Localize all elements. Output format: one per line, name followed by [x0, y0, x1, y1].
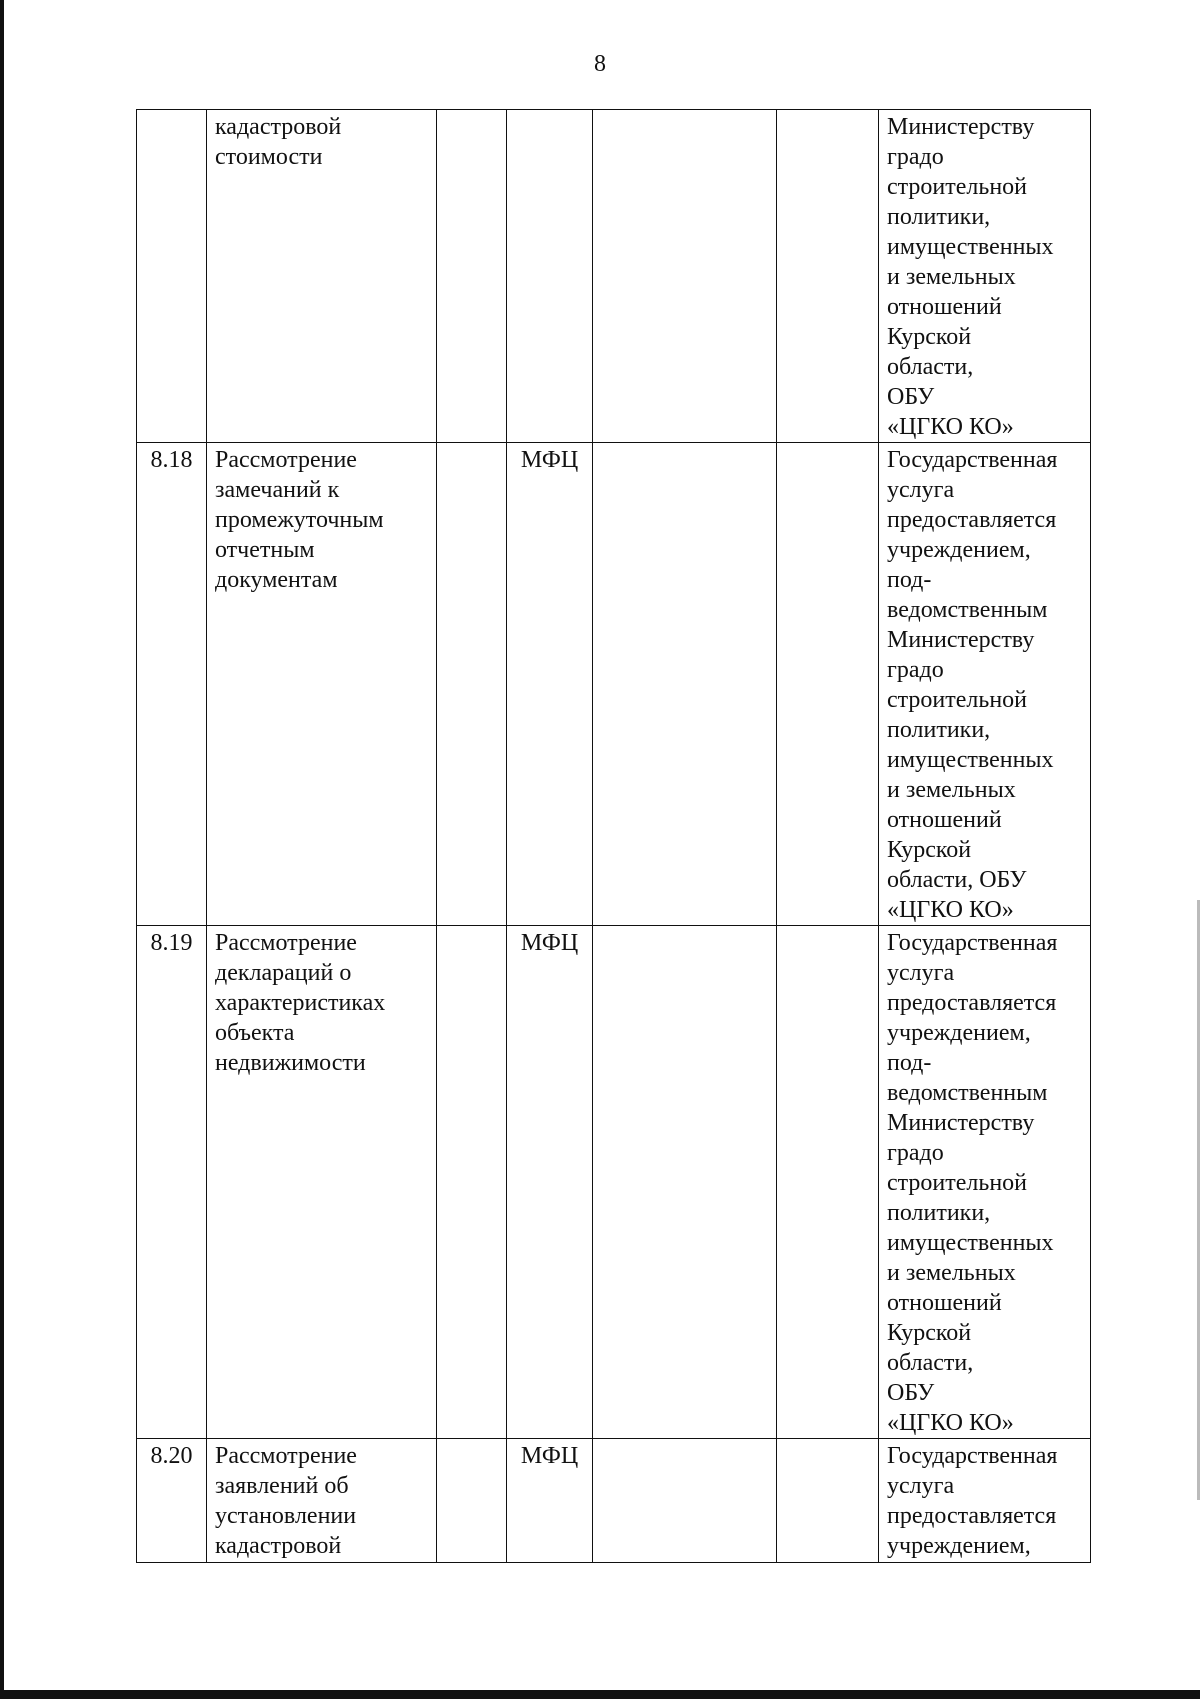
empty-cell-a — [437, 1439, 507, 1563]
note-cell — [879, 926, 1091, 1439]
note-line: учреждением, — [887, 537, 1031, 563]
note-line: области, ОБУ — [887, 867, 1027, 893]
page-number: 8 — [594, 51, 606, 77]
service-name-line: установлении — [215, 1503, 357, 1529]
service-name-line: промежуточным — [215, 507, 384, 533]
row-number-cell — [137, 926, 207, 1439]
note-line: «ЦГКО КО» — [887, 414, 1014, 440]
empty-cell-c — [777, 1439, 879, 1563]
table-row — [137, 110, 1091, 443]
note-line: ведомственным — [887, 597, 1048, 623]
service-name-line: замечаний к — [215, 477, 340, 503]
note-line: и земельных — [887, 777, 1016, 803]
empty-cell-c — [777, 926, 879, 1439]
service-name-line: заявлений об — [215, 1473, 349, 1499]
service-name-line: отчетным — [215, 537, 315, 563]
row-number-cell — [137, 110, 207, 443]
note-line: ведомственным — [887, 1080, 1048, 1106]
scan-edge-left — [0, 0, 4, 1699]
service-name-line: стоимости — [215, 144, 323, 170]
service-name-line: Рассмотрение — [215, 930, 357, 956]
note-line: услуга — [887, 1473, 955, 1499]
services-table-wrap — [136, 109, 1090, 1563]
row-number: 8.20 — [150, 1443, 193, 1469]
note-line: предоставляется — [887, 507, 1057, 533]
table-row — [137, 443, 1091, 926]
note-line: политики, — [887, 717, 991, 743]
note-cell — [879, 1439, 1091, 1563]
service-name-cell — [207, 110, 437, 443]
scan-edge-bottom — [0, 1690, 1200, 1699]
note-line: строительной — [887, 1170, 1028, 1196]
provider-cell — [507, 1439, 593, 1563]
note-line: градо — [887, 1140, 944, 1166]
note-line: отношений — [887, 807, 1002, 833]
note-line: ОБУ — [887, 384, 935, 410]
note-line: «ЦГКО КО» — [887, 897, 1014, 923]
note-cell — [879, 443, 1091, 926]
service-name-line: кадастровой — [215, 114, 342, 140]
note-line: под- — [887, 1050, 932, 1076]
note-line: и земельных — [887, 1260, 1016, 1286]
service-name-cell — [207, 926, 437, 1439]
note-line: отношений — [887, 294, 1002, 320]
note-line: под- — [887, 567, 932, 593]
service-name-line: Рассмотрение — [215, 1443, 357, 1469]
service-name-line: Рассмотрение — [215, 447, 357, 473]
note-line: Курской — [887, 1320, 972, 1346]
provider-label: МФЦ — [520, 1443, 579, 1469]
services-table — [136, 109, 1091, 1563]
table-body — [137, 110, 1091, 1563]
note-line: Курской — [887, 324, 972, 350]
note-line: и земельных — [887, 264, 1016, 290]
row-number-cell — [137, 1439, 207, 1563]
note-line: политики, — [887, 204, 991, 230]
note-line: градо — [887, 144, 944, 170]
provider-label: МФЦ — [520, 930, 579, 956]
provider-cell — [507, 110, 593, 443]
note-cell — [879, 110, 1091, 443]
service-name-cell — [207, 1439, 437, 1563]
note-line: предоставляется — [887, 1503, 1057, 1529]
note-line: имущественных — [887, 1230, 1054, 1256]
service-name-line: деклараций о — [215, 960, 352, 986]
service-name-line: кадастровой — [215, 1533, 342, 1559]
note-line: услуга — [887, 477, 955, 503]
note-line: «ЦГКО КО» — [887, 1410, 1014, 1436]
service-name-line: документам — [215, 567, 338, 593]
note-line: предоставляется — [887, 990, 1057, 1016]
provider-label: МФЦ — [520, 447, 579, 473]
provider-cell — [507, 926, 593, 1439]
note-line: услуга — [887, 960, 955, 986]
note-line: строительной — [887, 687, 1028, 713]
empty-cell-a — [437, 443, 507, 926]
note-line: имущественных — [887, 747, 1054, 773]
note-line: Министерству — [887, 627, 1035, 653]
row-number-cell — [137, 443, 207, 926]
service-name-line: характеристиках — [215, 990, 386, 1016]
note-line: имущественных — [887, 234, 1054, 260]
service-name-line: объекта — [215, 1020, 295, 1046]
note-line: Курской — [887, 837, 972, 863]
provider-cell — [507, 443, 593, 926]
note-line: Государственная — [887, 930, 1058, 956]
table-row — [137, 1439, 1091, 1563]
note-line: градо — [887, 657, 944, 683]
note-line: Государственная — [887, 447, 1058, 473]
note-line: отношений — [887, 1290, 1002, 1316]
note-line: Министерству — [887, 1110, 1035, 1136]
row-number: 8.19 — [150, 930, 193, 956]
note-line: Государственная — [887, 1443, 1058, 1469]
service-name-line: недвижимости — [215, 1050, 366, 1076]
note-line: учреждением, — [887, 1533, 1031, 1559]
empty-cell-a — [437, 926, 507, 1439]
row-number: 8.18 — [150, 447, 193, 473]
note-line: строительной — [887, 174, 1028, 200]
note-line: ОБУ — [887, 1380, 935, 1406]
table-row — [137, 926, 1091, 1439]
note-line: учреждением, — [887, 1020, 1031, 1046]
empty-cell-b — [593, 110, 777, 443]
note-line: области, — [887, 1350, 974, 1376]
note-line: Министерству — [887, 114, 1035, 140]
empty-cell-b — [593, 443, 777, 926]
empty-cell-b — [593, 1439, 777, 1563]
empty-cell-b — [593, 926, 777, 1439]
empty-cell-c — [777, 443, 879, 926]
empty-cell-c — [777, 110, 879, 443]
note-line: области, — [887, 354, 974, 380]
note-line: политики, — [887, 1200, 991, 1226]
service-name-cell — [207, 443, 437, 926]
empty-cell-a — [437, 110, 507, 443]
